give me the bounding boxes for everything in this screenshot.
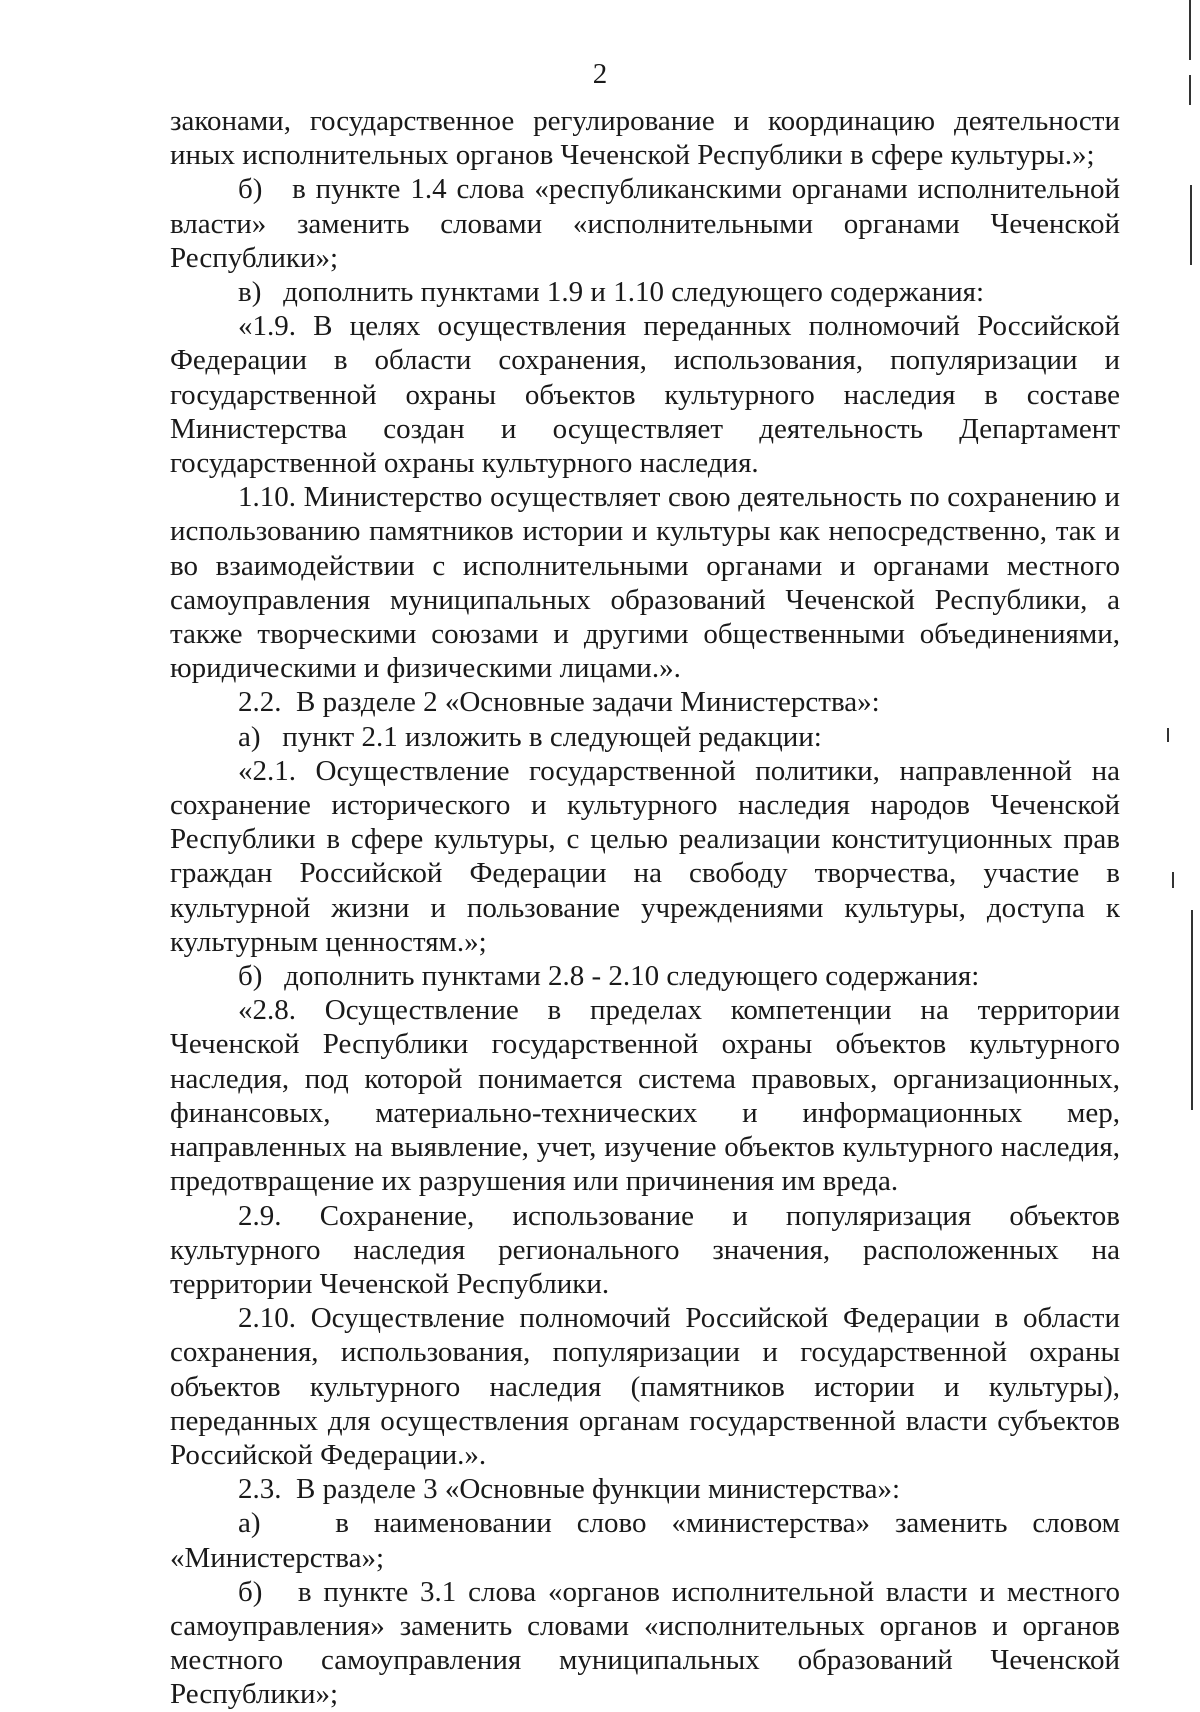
paragraph-clause-2-1: «2.1. Осуществление государственной политики, направленной на сохранение исторического и культурного наследия народов Чеченской Республики в сфере культуры, с целью реализации конституционных прав граждан Российской Федерации на свободу творчества, участие в культурной жизни и пользование учреждениями культуры, доступа к культурным ценностям.»; xyxy=(170,754,1120,958)
paragraph-clause-1-10: 1.10. Министерство осуществляет свою деятельность по сохранению и использованию памятников истории и культуры как непосредственно, так и во взаимодействии с исполнительными органами и органами местного самоуправления муниципальных образований Чеченской Республики, а также творческими союзами и другими общественными объединениями, юридическими и физическими лицами.». xyxy=(170,481,1120,685)
paragraph-item-b-1-4: б) в пункте 1.4 слова «республиканскими органами исполнительной власти» заменить словами «исполнительными органами Чеченской Республики»; xyxy=(170,173,1120,274)
paragraph-continuation: законами, государственное регулирование и координацию деятельности иных исполнительных органов Чеченской Республики в сфере культуры.»; xyxy=(170,105,1120,172)
page-number: 2 xyxy=(592,58,608,90)
paragraph-item-a-2-1: а) пункт 2.1 изложить в следующей редакции: xyxy=(238,720,822,753)
paragraph-clause-2-8: «2.8. Осуществление в пределах компетенции на территории Чеченской Республики государственной охраны объектов культурного наследия, под которой понимается система правовых, организационных, финансовых, материально-технических и информационных мер, направленных на выявление, учет, изучение объектов культурного наследия, предотвращение их разрушения или причинения им вреда. xyxy=(170,994,1120,1198)
paragraph-item-v-add-1-9-1-10: в) дополнить пунктами 1.9 и 1.10 следующего содержания: xyxy=(238,276,985,309)
scan-edge-mark xyxy=(1167,728,1169,742)
paragraph-clause-2-10: 2.10. Осуществление полномочий Российской Федерации в области сохранения, использования, популяризации и государственной охраны объектов культурного наследия (памятников истории и культуры), переданных для осуществления органам государственной власти субъектов Российской Федерации.». xyxy=(170,1302,1120,1471)
paragraph-section-2-3: 2.3. В разделе 3 «Основные функции министерства»: xyxy=(238,1473,901,1506)
document-body xyxy=(170,104,1120,1712)
scan-edge-mark xyxy=(1189,0,1191,60)
scan-edge-mark xyxy=(1189,75,1191,105)
scan-edge-mark xyxy=(1190,185,1192,265)
paragraph-section-2-2: 2.2. В разделе 2 «Основные задачи Министерства»: xyxy=(238,686,880,719)
paragraph-clause-2-9: 2.9. Сохранение, использование и популяризация объектов культурного наследия регионального значения, расположенных на территории Чеченской Республики. xyxy=(170,1199,1120,1300)
scan-edge-mark xyxy=(1191,910,1193,1110)
scan-edge-mark xyxy=(1172,872,1174,888)
paragraph-item-a-naming: а) в наименовании слово «министерства» заменить словом «Министерства»; xyxy=(170,1507,1120,1574)
paragraph-item-b-3-1: б) в пункте 3.1 слова «органов исполнительной власти и местного самоуправления» заменить словами «исполнительных органов и органов местного самоуправления муниципальных образований Чеченской Республики»; xyxy=(170,1575,1120,1711)
paragraph-item-b-add-2-8-2-10: б) дополнить пунктами 2.8 - 2.10 следующего содержания: xyxy=(238,960,980,993)
paragraph-clause-1-9: «1.9. В целях осуществления переданных полномочий Российской Федерации в области сохранения, использования, популяризации и государственной охраны объектов культурного наследия в составе Министерства создан и осуществляет деятельность Департамент государственной охраны культурного наследия. xyxy=(170,310,1120,480)
